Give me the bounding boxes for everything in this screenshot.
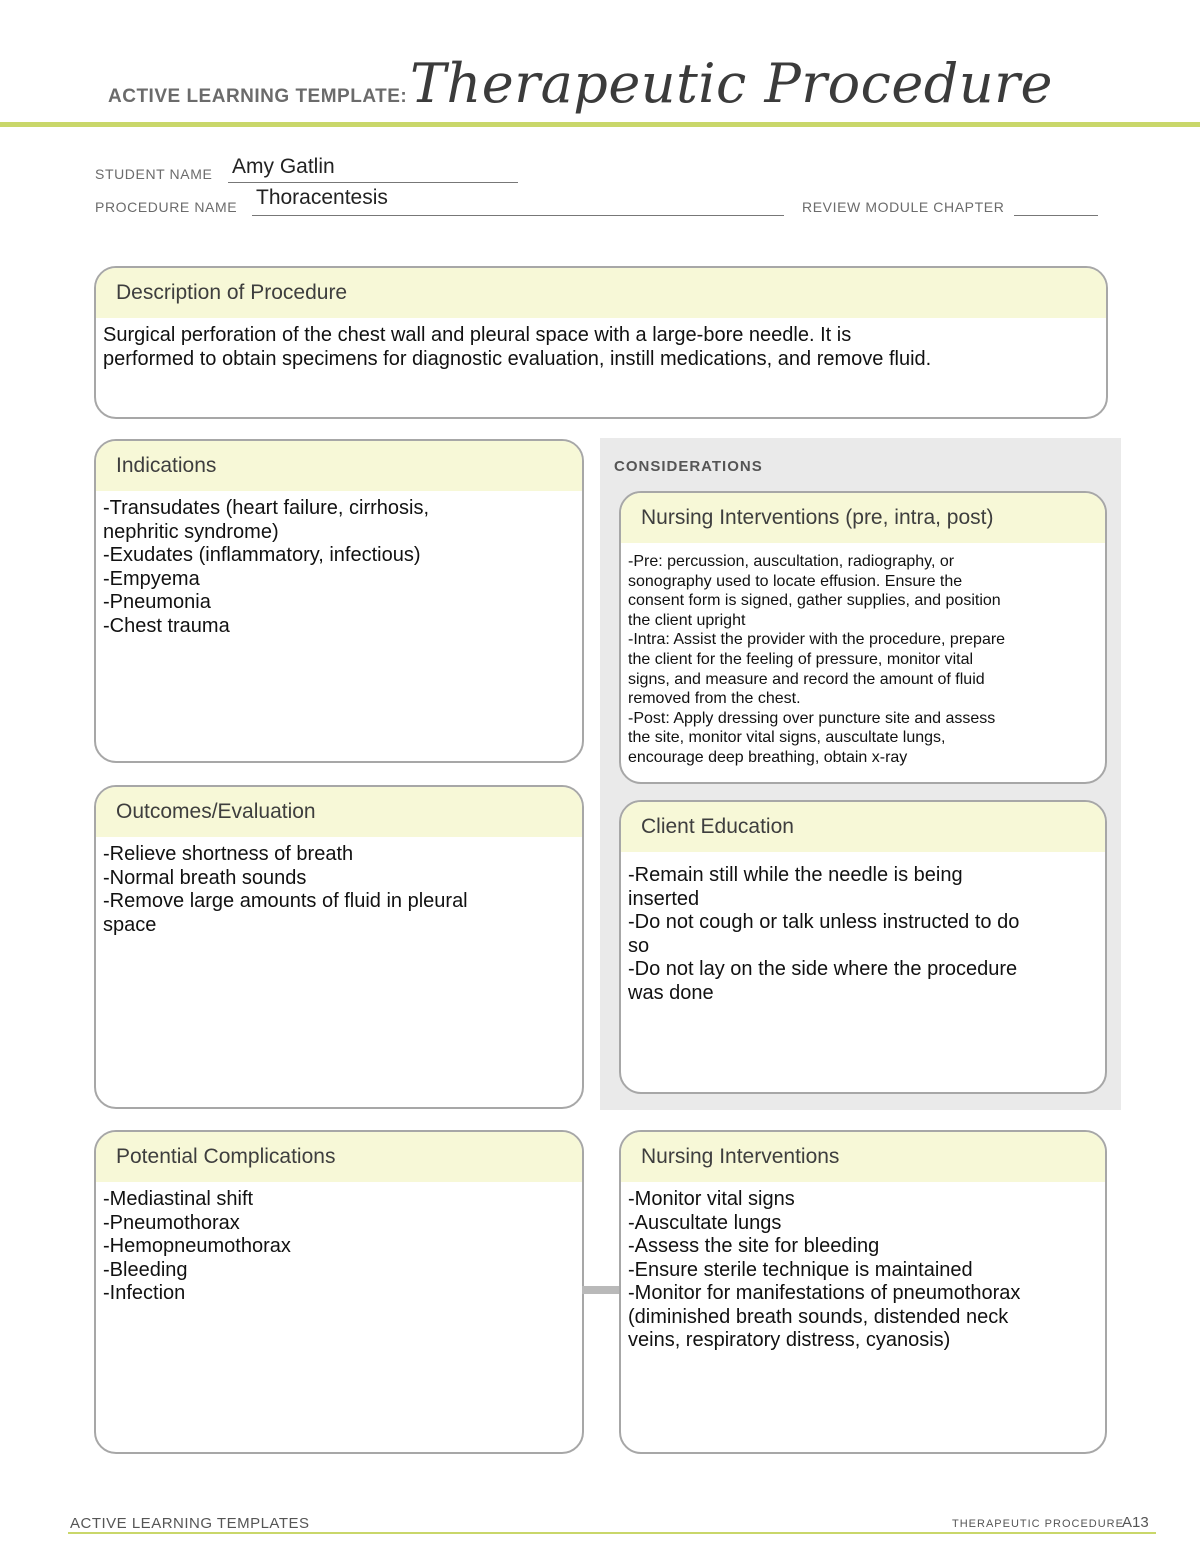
student-name-field[interactable]: Amy Gatlin [232, 155, 335, 178]
procedure-name-field[interactable]: Thoracentesis [256, 186, 388, 209]
page-number: A13 [1122, 1514, 1149, 1531]
outcomes-title: Outcomes/Evaluation [96, 787, 582, 837]
outcomes-box [94, 785, 584, 1109]
indications-text[interactable]: -Transudates (heart failure, cirrhosis, nephritic syndrome) -Exudates (inflammatory, infectious) -Empyema -Pneumonia -Chest trauma [103, 497, 430, 637]
outcomes-text[interactable]: -Relieve shortness of breath -Normal breath sounds -Remove large amounts of fluid in pleural space [103, 843, 468, 936]
nursing-interventions-text[interactable]: -Monitor vital signs -Auscultate lungs -Assess the site for bleeding -Ensure sterile technique is maintained -Monitor for manifestations of pneumothorax (diminished breath sounds, distended neck veins, respiratory distress, cyanosis) [628, 1188, 1021, 1351]
student-name-line [228, 182, 518, 183]
review-module-label: REVIEW MODULE CHAPTER [802, 199, 1005, 215]
nursing-interventions-title: Nursing Interventions [621, 1132, 1105, 1182]
client-education-text[interactable]: -Remain still while the needle is being inserted -Do not cough or talk unless instructed to do so -Do not lay on the side where the procedure was done [628, 864, 1020, 1004]
client-education-title: Client Education [621, 802, 1105, 852]
indications-title: Indications [96, 441, 582, 491]
page-title: Therapeutic Procedure [410, 52, 1053, 115]
footer-divider [68, 1532, 1156, 1534]
student-name-label: STUDENT NAME [95, 166, 213, 182]
header-divider [0, 122, 1200, 127]
complications-box [94, 1130, 584, 1454]
description-text[interactable]: Surgical perforation of the chest wall and pleural space with a large-bore needle. It is performed to obtain specimens for diagnostic evaluation, instill medications, and remove fluid. [103, 324, 932, 370]
footer-left-text: ACTIVE LEARNING TEMPLATES [70, 1515, 310, 1532]
description-title: Description of Procedure [96, 268, 1106, 318]
nursing-pre-intra-post-text[interactable]: -Pre: percussion, auscultation, radiography, or sonography used to locate effusion. Ensure the consent form is signed, gather supplies, and position the client upright -Intra: Assist the provider with the procedure, prepare the client for the feeling of pressure, monitor vital signs, and measure and record the amount of fluid removed from the chest. -Post: Apply dressing over puncture site and assess the site, monitor vital signs, auscultate lungs, encourage deep breathing, obtain x-ray [628, 553, 1006, 766]
complications-title: Potential Complications [96, 1132, 582, 1182]
nursing-interventions-box [619, 1130, 1107, 1454]
procedure-name-line [252, 215, 784, 216]
indications-box [94, 439, 584, 763]
procedure-name-label: PROCEDURE NAME [95, 199, 238, 215]
template-label: ACTIVE LEARNING TEMPLATE: [108, 86, 408, 107]
description-box [94, 266, 1108, 419]
nursing-pre-intra-post-title: Nursing Interventions (pre, intra, post) [621, 493, 1105, 543]
complications-text[interactable]: -Mediastinal shift -Pneumothorax -Hemopneumothorax -Bleeding -Infection [103, 1188, 291, 1304]
nursing-pre-intra-post-box [619, 491, 1107, 784]
footer-right-text: THERAPEUTIC PROCEDURE [952, 1518, 1124, 1530]
review-module-field[interactable] [1014, 215, 1098, 216]
considerations-title: CONSIDERATIONS [614, 458, 763, 475]
client-education-box [619, 800, 1107, 1094]
box-connector [582, 1286, 622, 1294]
